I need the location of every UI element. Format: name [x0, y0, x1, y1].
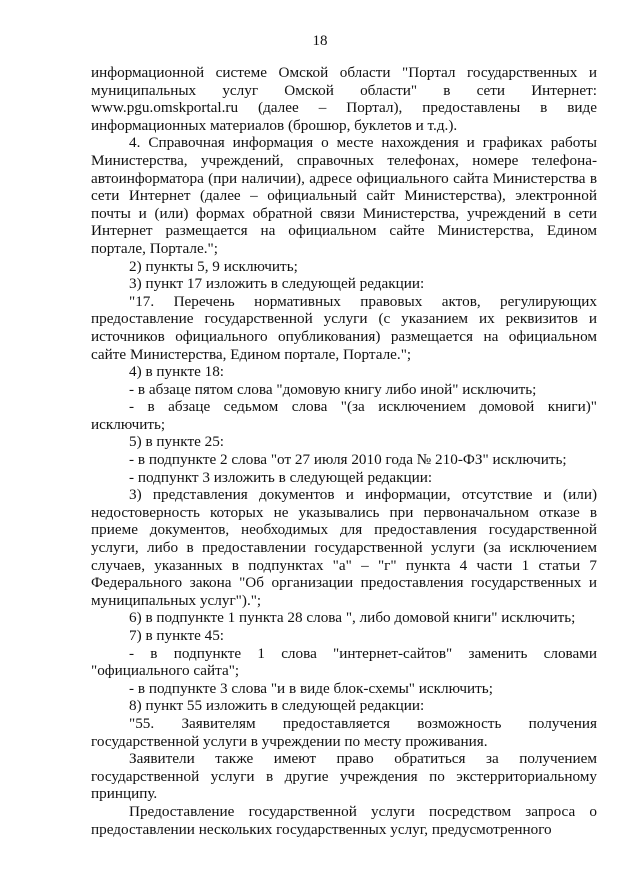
paragraph: 4) в пункте 18: — [129, 363, 225, 381]
page-number: 18 — [312, 33, 328, 49]
paragraph: - в абзаце пятом слова "домовую книгу либо иной" исключить; — [129, 380, 537, 398]
paragraph: Заявители также имеют право обратиться за получением государственной услуги в другие учреждения по экстерриториальному принципу. — [91, 750, 597, 803]
paragraph: 3) пункт 17 изложить в следующей редакции: — [129, 275, 425, 293]
paragraph: "55. Заявителям предоставляется возможность получения государственной услуги в учреждении по месту проживания. — [91, 714, 597, 750]
paragraph: - в подпункте 2 слова "от 27 июля 2010 года № 210-ФЗ" исключить; — [129, 451, 567, 469]
paragraph: 2) пункты 5, 9 исключить; — [129, 257, 298, 275]
paragraph: 7) в пункте 45: — [129, 627, 225, 644]
paragraph: 8) пункт 55 изложить в следующей редакции: — [129, 697, 425, 715]
paragraph: - в абзаце седьмом слова "(за исключением домовой книги)" исключить; — [91, 398, 597, 433]
paragraph: 4. Справочная информация о месте нахождения и графиках работы Министерства, учреждений, справочных телефонах, номере телефона-автоинформатора (при наличии), адресе официального сайта Министерства в сети Интернет (далее – официальный сайт Министерства), электронной почты и (или) формах обратной связи Министерства, учреждений в сети Интернет размещается на официальном сайте Министерства, Едином портале, Портале."; — [91, 134, 597, 257]
paragraph: 3) представления документов и информации, отсутствие и (или) недостоверность которых не указывались при первоначальном отказе в приеме документов, необходимых для предоставления государственной услуги, либо в предоставлении государственной услуги (за исключением случаев, указанных в подпунктах "а" – "г" пункта 4 части 1 статьи 7 Федерального закона "Об организации предоставления государственных и муниципальных услуг")."; — [91, 486, 597, 609]
paragraph: 6) в подпункте 1 пункта 28 слова ", либо домовой книги" исключить; — [129, 609, 576, 627]
paragraph: информационной системе Омской области "Портал государственных и муниципальных услуг Омской области" в сети Интернет: www.pgu.omskportal.ru (далее – Портал), предоставлены в виде информационных материалов (брошюр, буклетов и т.д.). — [91, 64, 597, 134]
paragraph: - в подпункте 3 слова "и в виде блок-схемы" исключить; — [129, 679, 493, 697]
paragraph: 5) в пункте 25: — [129, 433, 225, 451]
paragraph: - подпункт 3 изложить в следующей редакции: — [129, 468, 433, 486]
document-body — [91, 64, 597, 838]
paragraph: "17. Перечень нормативных правовых актов, регулирующих предоставление государственной услуги (с указанием их реквизитов и источников официального опубликования) размещается на официальном сайте Министерства, Едином портале, Портале."; — [91, 292, 597, 363]
paragraph: - в подпункте 1 слова "интернет-сайтов" заменить словами "официального сайта"; — [91, 644, 597, 680]
paragraph: Предоставление государственной услуги посредством запроса о предоставлении нескольких государственных услуг, предусмотренного — [91, 802, 597, 838]
